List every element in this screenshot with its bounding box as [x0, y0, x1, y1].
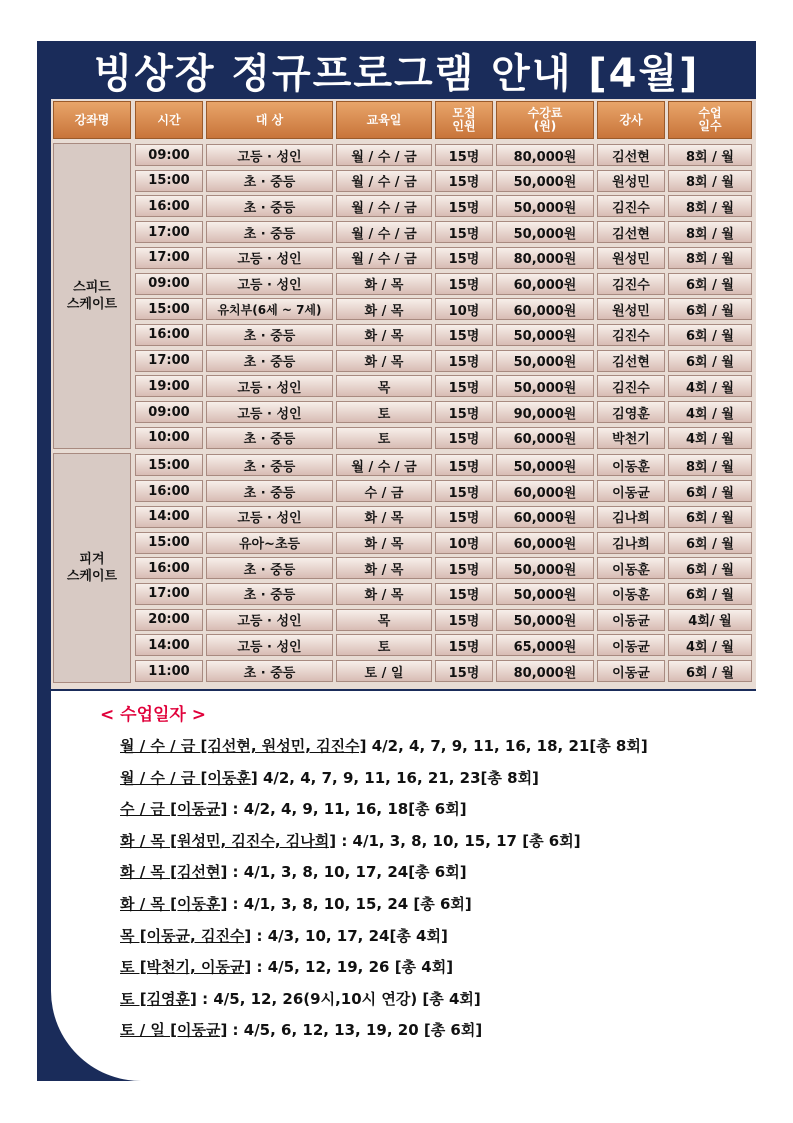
cell-instructor: 원성민 — [597, 247, 665, 269]
cell-capacity: 10명 — [435, 298, 493, 320]
cell-time: 16:00 — [135, 195, 203, 217]
cell-instructor: 이동훈 — [597, 454, 665, 476]
cell-days: 월 / 수 / 금 — [336, 144, 432, 166]
cell-capacity: 15명 — [435, 427, 493, 449]
cell-sessions: 6회 / 월 — [668, 660, 752, 682]
cell-time: 14:00 — [135, 634, 203, 656]
cell-days: 화 / 목 — [336, 298, 432, 320]
cell-capacity: 15명 — [435, 401, 493, 423]
cell-target: 고등 · 성인 — [206, 401, 333, 423]
cell-instructor: 이동훈 — [597, 583, 665, 605]
cell-target: 초 · 중등 — [206, 324, 333, 346]
cell-target: 초 · 중등 — [206, 583, 333, 605]
cell-target: 초 · 중등 — [206, 480, 333, 502]
cell-fee: 80,000원 — [496, 247, 594, 269]
cell-sessions: 6회 / 월 — [668, 532, 752, 554]
cell-days: 토 — [336, 427, 432, 449]
schedule-dates: : 4/5, 12, 26(9시,10시 연강) [총 4회] — [196, 989, 481, 1008]
cell-sessions: 8회 / 월 — [668, 170, 752, 192]
cell-time: 17:00 — [135, 583, 203, 605]
cell-instructor: 이동균 — [597, 634, 665, 656]
cell-sessions: 6회 / 월 — [668, 583, 752, 605]
cell-capacity: 15명 — [435, 247, 493, 269]
schedule-line — [120, 861, 467, 882]
schedule-dates: : 4/1, 3, 8, 10, 15, 17 [총 6회] — [336, 831, 581, 850]
cell-days: 수 / 금 — [336, 480, 432, 502]
cell-days: 목 — [336, 375, 432, 397]
cell-target: 고등 · 성인 — [206, 634, 333, 656]
schedule-line — [120, 767, 539, 788]
cell-capacity: 15명 — [435, 144, 493, 166]
header-target: 대 상 — [206, 101, 333, 139]
cell-time: 15:00 — [135, 298, 203, 320]
cell-fee: 90,000원 — [496, 401, 594, 423]
cell-target: 초 · 중등 — [206, 427, 333, 449]
cell-capacity: 15명 — [435, 195, 493, 217]
cell-capacity: 15명 — [435, 660, 493, 682]
cell-sessions: 8회 / 월 — [668, 247, 752, 269]
schedule-line — [120, 798, 467, 819]
cell-target: 초 · 중등 — [206, 557, 333, 579]
cell-fee: 50,000원 — [496, 454, 594, 476]
cell-days: 토 / 일 — [336, 660, 432, 682]
cell-fee: 50,000원 — [496, 583, 594, 605]
cell-capacity: 15명 — [435, 170, 493, 192]
cell-sessions: 4회 / 월 — [668, 375, 752, 397]
cell-sessions: 6회 / 월 — [668, 350, 752, 372]
cell-instructor: 원성민 — [597, 298, 665, 320]
course-name: 피겨 스케이트 — [53, 453, 131, 682]
cell-target: 고등 · 성인 — [206, 375, 333, 397]
cell-instructor: 이동훈 — [597, 557, 665, 579]
schedule-dates: 4/2, 4, 7, 9, 11, 16, 21, 23[총 8회] — [257, 768, 539, 787]
cell-instructor: 김영훈 — [597, 401, 665, 423]
cell-target: 고등 · 성인 — [206, 144, 333, 166]
cell-time: 19:00 — [135, 375, 203, 397]
cell-sessions: 6회 / 월 — [668, 557, 752, 579]
schedule-line — [120, 925, 448, 946]
cell-target: 유치부(6세 ~ 7세) — [206, 298, 333, 320]
schedule-dates: : 4/5, 6, 12, 13, 19, 20 [총 6회] — [227, 1021, 483, 1040]
cell-capacity: 15명 — [435, 634, 493, 656]
cell-days: 월 / 수 / 금 — [336, 221, 432, 243]
cell-time: 09:00 — [135, 401, 203, 423]
cell-capacity: 15명 — [435, 609, 493, 631]
cell-sessions: 6회 / 월 — [668, 506, 752, 528]
cell-instructor: 이동균 — [597, 660, 665, 682]
cell-target: 초 · 중등 — [206, 170, 333, 192]
schedule-line — [120, 1019, 482, 1040]
cell-time: 15:00 — [135, 532, 203, 554]
cell-time: 16:00 — [135, 324, 203, 346]
cell-fee: 60,000원 — [496, 298, 594, 320]
cell-days: 화 / 목 — [336, 506, 432, 528]
cell-days: 화 / 목 — [336, 350, 432, 372]
cell-fee: 80,000원 — [496, 144, 594, 166]
header-course: 강좌명 — [53, 101, 131, 139]
header-days: 교육일 — [336, 101, 432, 139]
cell-fee: 60,000원 — [496, 273, 594, 295]
cell-sessions: 4회 / 월 — [668, 634, 752, 656]
schedule-line — [120, 893, 472, 914]
cell-instructor: 김나희 — [597, 506, 665, 528]
cell-capacity: 15명 — [435, 454, 493, 476]
cell-days: 월 / 수 / 금 — [336, 195, 432, 217]
cell-instructor: 박천기 — [597, 427, 665, 449]
cell-target: 초 · 중등 — [206, 660, 333, 682]
cell-fee: 50,000원 — [496, 170, 594, 192]
schedule-title: < 수업일자 > — [100, 705, 207, 725]
cell-fee: 50,000원 — [496, 375, 594, 397]
cell-capacity: 15명 — [435, 273, 493, 295]
cell-sessions: 4회/ 월 — [668, 609, 752, 631]
header-sessions: 수업 일수 — [668, 101, 752, 139]
cell-target: 고등 · 성인 — [206, 247, 333, 269]
cell-instructor: 이동균 — [597, 480, 665, 502]
schedule-label: 토 [김영훈] — [120, 989, 197, 1008]
cell-target: 고등 · 성인 — [206, 506, 333, 528]
header-time: 시간 — [135, 101, 203, 139]
cell-time: 09:00 — [135, 273, 203, 295]
cell-days: 화 / 목 — [336, 324, 432, 346]
cell-sessions: 8회 / 월 — [668, 221, 752, 243]
cell-instructor: 김진수 — [597, 324, 665, 346]
cell-instructor: 김진수 — [597, 195, 665, 217]
cell-instructor: 김나희 — [597, 532, 665, 554]
schedule-label: 화 / 목 [이동훈] — [120, 895, 228, 913]
cell-fee: 60,000원 — [496, 427, 594, 449]
cell-capacity: 15명 — [435, 583, 493, 605]
cell-target: 초 · 중등 — [206, 195, 333, 217]
cell-time: 17:00 — [135, 221, 203, 243]
cell-time: 16:00 — [135, 480, 203, 502]
cell-target: 유아~초등 — [206, 532, 333, 554]
cell-fee: 60,000원 — [496, 532, 594, 554]
cell-days: 화 / 목 — [336, 557, 432, 579]
cell-fee: 80,000원 — [496, 660, 594, 682]
cell-target: 고등 · 성인 — [206, 609, 333, 631]
schedule-line — [120, 830, 581, 851]
cell-fee: 50,000원 — [496, 350, 594, 372]
cell-sessions: 8회 / 월 — [668, 195, 752, 217]
cell-target: 초 · 중등 — [206, 221, 333, 243]
cell-sessions: 8회 / 월 — [668, 454, 752, 476]
header-capacity: 모집 인원 — [435, 101, 493, 139]
header-fee: 수강료 (원) — [496, 101, 594, 139]
cell-fee: 60,000원 — [496, 480, 594, 502]
cell-fee: 50,000원 — [496, 609, 594, 631]
schedule-dates: : 4/2, 4, 9, 11, 16, 18[총 6회] — [227, 800, 467, 819]
cell-capacity: 15명 — [435, 350, 493, 372]
cell-time: 20:00 — [135, 609, 203, 631]
cell-days: 화 / 목 — [336, 273, 432, 295]
cell-time: 15:00 — [135, 454, 203, 476]
cell-fee: 50,000원 — [496, 195, 594, 217]
cell-instructor: 김선현 — [597, 144, 665, 166]
cell-time: 15:00 — [135, 170, 203, 192]
cell-instructor: 김진수 — [597, 375, 665, 397]
schedule-line — [120, 956, 453, 977]
cell-time: 17:00 — [135, 350, 203, 372]
schedule-label: 토 [박천기, 이동균] — [120, 958, 252, 977]
cell-days: 월 / 수 / 금 — [336, 247, 432, 269]
header-instructor: 강사 — [597, 101, 665, 139]
cell-time: 09:00 — [135, 144, 203, 166]
cell-time: 16:00 — [135, 557, 203, 579]
cell-time: 10:00 — [135, 427, 203, 449]
cell-instructor: 김선현 — [597, 350, 665, 372]
cell-target: 초 · 중등 — [206, 350, 333, 372]
cell-time: 11:00 — [135, 660, 203, 682]
cell-days: 월 / 수 / 금 — [336, 170, 432, 192]
cell-fee: 60,000원 — [496, 506, 594, 528]
cell-sessions: 6회 / 월 — [668, 480, 752, 502]
cell-instructor: 이동균 — [597, 609, 665, 631]
cell-days: 토 — [336, 401, 432, 423]
cell-instructor: 원성민 — [597, 170, 665, 192]
cell-capacity: 15명 — [435, 506, 493, 528]
schedule-label: 토 / 일 [이동균] — [120, 1021, 228, 1040]
cell-capacity: 15명 — [435, 480, 493, 502]
cell-time: 17:00 — [135, 247, 203, 269]
schedule-line — [120, 988, 481, 1009]
page-title: 빙상장 정규프로그램 안내 [4월] — [93, 51, 700, 97]
cell-time: 14:00 — [135, 506, 203, 528]
schedule-label: 월 / 수 / 금 [이동훈] — [120, 768, 258, 787]
cell-sessions: 6회 / 월 — [668, 273, 752, 295]
schedule-dates: : 4/1, 3, 8, 10, 15, 24 [총 6회] — [227, 895, 472, 913]
schedule-dates: : 4/3, 10, 17, 24[총 4회] — [251, 926, 448, 945]
cell-sessions: 6회 / 월 — [668, 324, 752, 346]
cell-target: 초 · 중등 — [206, 454, 333, 476]
cell-fee: 50,000원 — [496, 324, 594, 346]
cell-days: 화 / 목 — [336, 532, 432, 554]
schedule-line — [120, 735, 648, 756]
cell-days: 목 — [336, 609, 432, 631]
cell-fee: 50,000원 — [496, 221, 594, 243]
cell-capacity: 15명 — [435, 221, 493, 243]
schedule-dates: 4/2, 4, 7, 9, 11, 16, 18, 21[총 8회] — [366, 737, 648, 755]
cell-days: 월 / 수 / 금 — [336, 454, 432, 476]
cell-days: 화 / 목 — [336, 583, 432, 605]
cell-sessions: 4회 / 월 — [668, 427, 752, 449]
cell-fee: 50,000원 — [496, 557, 594, 579]
course-name: 스피드 스케이트 — [53, 143, 131, 449]
program-table — [51, 99, 756, 689]
cell-target: 고등 · 성인 — [206, 273, 333, 295]
schedule-label: 화 / 목 [김선현] — [120, 863, 228, 882]
schedule-label: 월 / 수 / 금 [김선현, 원성민, 김진수] — [120, 737, 367, 755]
schedule-label: 목 [이동균, 김진수] — [120, 926, 252, 945]
cell-capacity: 10명 — [435, 532, 493, 554]
schedule-label: 화 / 목 [원성민, 김진수, 김나희] — [120, 831, 337, 850]
schedule-label: 수 / 금 [이동균] — [120, 800, 228, 819]
cell-instructor: 김진수 — [597, 273, 665, 295]
cell-capacity: 15명 — [435, 324, 493, 346]
cell-capacity: 15명 — [435, 557, 493, 579]
cell-fee: 65,000원 — [496, 634, 594, 656]
cell-instructor: 김선현 — [597, 221, 665, 243]
schedule-dates: : 4/1, 3, 8, 10, 17, 24[총 6회] — [227, 863, 467, 882]
cell-capacity: 15명 — [435, 375, 493, 397]
cell-days: 토 — [336, 634, 432, 656]
cell-sessions: 6회 / 월 — [668, 298, 752, 320]
cell-sessions: 4회 / 월 — [668, 401, 752, 423]
schedule-dates: : 4/5, 12, 19, 26 [총 4회] — [251, 958, 454, 977]
cell-sessions: 8회 / 월 — [668, 144, 752, 166]
